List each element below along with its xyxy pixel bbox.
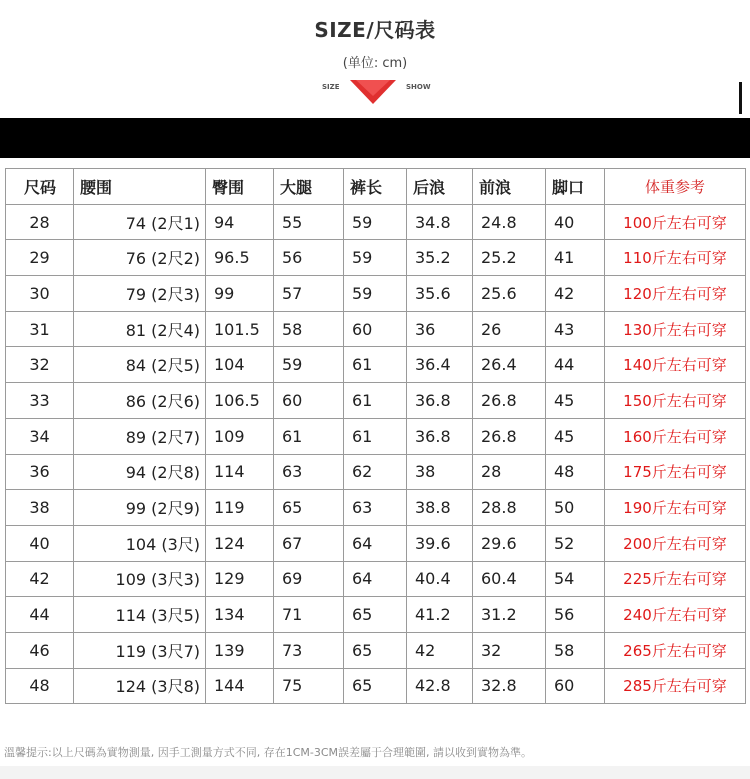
cell-leg-opening: 45 xyxy=(546,383,605,419)
cell-length: 59 xyxy=(344,204,407,240)
table-row xyxy=(6,311,746,347)
cell-length: 65 xyxy=(344,597,407,633)
cell-leg-opening: 42 xyxy=(546,276,605,312)
cell-length: 61 xyxy=(344,383,407,419)
header-back-rise: 后浪 xyxy=(407,169,473,205)
cell-back-rise: 38.8 xyxy=(407,490,473,526)
header-leg-opening: 脚口 xyxy=(546,169,605,205)
cell-back-rise: 42.8 xyxy=(407,668,473,704)
cell-size: 40 xyxy=(6,525,74,561)
header-weight: 体重参考 xyxy=(605,169,746,205)
cell-length: 60 xyxy=(344,311,407,347)
cell-thigh: 73 xyxy=(274,632,344,668)
cell-length: 62 xyxy=(344,454,407,490)
cell-hip: 104 xyxy=(206,347,274,383)
cell-length: 59 xyxy=(344,240,407,276)
cell-front-rise: 28.8 xyxy=(473,490,546,526)
cell-front-rise: 26.8 xyxy=(473,383,546,419)
footnote: 溫馨提示:以上尺碼為實物測量, 因手工測量方式不同, 存在1CM-3CM誤差屬于合理範圍, 請以收到實物為準。 xyxy=(4,746,532,759)
cell-size: 30 xyxy=(6,276,74,312)
cell-front-rise: 60.4 xyxy=(473,561,546,597)
cell-size: 33 xyxy=(6,383,74,419)
cell-waist: 89 (2尺7) xyxy=(74,418,206,454)
cell-length: 65 xyxy=(344,632,407,668)
table-row xyxy=(6,454,746,490)
cell-weight: 140斤左右可穿 xyxy=(605,347,746,383)
cell-thigh: 69 xyxy=(274,561,344,597)
cell-length: 64 xyxy=(344,561,407,597)
cell-size: 34 xyxy=(6,418,74,454)
cell-size: 28 xyxy=(6,204,74,240)
cell-thigh: 60 xyxy=(274,383,344,419)
cell-front-rise: 26 xyxy=(473,311,546,347)
cell-hip: 94 xyxy=(206,204,274,240)
cell-size: 46 xyxy=(6,632,74,668)
cell-hip: 96.5 xyxy=(206,240,274,276)
cell-weight: 240斤左右可穿 xyxy=(605,597,746,633)
cell-thigh: 63 xyxy=(274,454,344,490)
cell-back-rise: 36 xyxy=(407,311,473,347)
cell-leg-opening: 44 xyxy=(546,347,605,383)
cell-length: 63 xyxy=(344,490,407,526)
table-row xyxy=(6,632,746,668)
cell-back-rise: 35.2 xyxy=(407,240,473,276)
cell-length: 61 xyxy=(344,418,407,454)
cell-leg-opening: 40 xyxy=(546,204,605,240)
cell-hip: 109 xyxy=(206,418,274,454)
cell-front-rise: 26.8 xyxy=(473,418,546,454)
table-row xyxy=(6,668,746,704)
table-row xyxy=(6,597,746,633)
cell-size: 48 xyxy=(6,668,74,704)
cell-weight: 150斤左右可穿 xyxy=(605,383,746,419)
cell-waist: 94 (2尺8) xyxy=(74,454,206,490)
cell-weight: 175斤左右可穿 xyxy=(605,454,746,490)
down-arrow-icon xyxy=(350,80,396,106)
cell-back-rise: 42 xyxy=(407,632,473,668)
cell-weight: 100斤左右可穿 xyxy=(605,204,746,240)
cell-weight: 225斤左右可穿 xyxy=(605,561,746,597)
cell-thigh: 56 xyxy=(274,240,344,276)
cell-front-rise: 28 xyxy=(473,454,546,490)
black-banner xyxy=(0,118,750,158)
cell-leg-opening: 41 xyxy=(546,240,605,276)
cell-back-rise: 39.6 xyxy=(407,525,473,561)
cell-length: 64 xyxy=(344,525,407,561)
header-length: 裤长 xyxy=(344,169,407,205)
cell-hip: 99 xyxy=(206,276,274,312)
cell-weight: 265斤左右可穿 xyxy=(605,632,746,668)
table-row xyxy=(6,240,746,276)
table-row xyxy=(6,383,746,419)
show-small-label: SHOW xyxy=(406,83,431,91)
cell-hip: 129 xyxy=(206,561,274,597)
cell-leg-opening: 56 xyxy=(546,597,605,633)
cell-size: 44 xyxy=(6,597,74,633)
cell-leg-opening: 60 xyxy=(546,668,605,704)
cell-hip: 144 xyxy=(206,668,274,704)
cell-front-rise: 24.8 xyxy=(473,204,546,240)
cell-waist: 81 (2尺4) xyxy=(74,311,206,347)
size-small-label: SIZE xyxy=(322,83,340,91)
header-front-rise: 前浪 xyxy=(473,169,546,205)
cell-leg-opening: 43 xyxy=(546,311,605,347)
cell-thigh: 58 xyxy=(274,311,344,347)
cell-length: 65 xyxy=(344,668,407,704)
cell-size: 42 xyxy=(6,561,74,597)
cell-hip: 119 xyxy=(206,490,274,526)
table-row xyxy=(6,347,746,383)
cell-leg-opening: 54 xyxy=(546,561,605,597)
cell-front-rise: 29.6 xyxy=(473,525,546,561)
table-row xyxy=(6,525,746,561)
cell-front-rise: 25.2 xyxy=(473,240,546,276)
cell-back-rise: 38 xyxy=(407,454,473,490)
cell-back-rise: 41.2 xyxy=(407,597,473,633)
cell-weight: 190斤左右可穿 xyxy=(605,490,746,526)
cell-hip: 139 xyxy=(206,632,274,668)
cell-leg-opening: 48 xyxy=(546,454,605,490)
decorative-line xyxy=(739,82,742,114)
header-waist: 腰围 xyxy=(74,169,206,205)
cell-back-rise: 36.4 xyxy=(407,347,473,383)
cell-front-rise: 31.2 xyxy=(473,597,546,633)
cell-front-rise: 32 xyxy=(473,632,546,668)
cell-front-rise: 25.6 xyxy=(473,276,546,312)
header-size: 尺码 xyxy=(6,169,74,205)
cell-waist: 76 (2尺2) xyxy=(74,240,206,276)
cell-back-rise: 36.8 xyxy=(407,383,473,419)
page-title: SIZE/尺码表 xyxy=(314,18,436,42)
table-header-row xyxy=(6,169,746,205)
size-table xyxy=(5,168,746,704)
cell-back-rise: 35.6 xyxy=(407,276,473,312)
cell-weight: 120斤左右可穿 xyxy=(605,276,746,312)
table-row xyxy=(6,490,746,526)
cell-thigh: 55 xyxy=(274,204,344,240)
cell-waist: 109 (3尺3) xyxy=(74,561,206,597)
cell-size: 32 xyxy=(6,347,74,383)
cell-weight: 285斤左右可穿 xyxy=(605,668,746,704)
cell-waist: 74 (2尺1) xyxy=(74,204,206,240)
cell-front-rise: 32.8 xyxy=(473,668,546,704)
cell-waist: 104 (3尺) xyxy=(74,525,206,561)
table-row xyxy=(6,561,746,597)
cell-thigh: 71 xyxy=(274,597,344,633)
cell-leg-opening: 45 xyxy=(546,418,605,454)
cell-hip: 124 xyxy=(206,525,274,561)
cell-thigh: 75 xyxy=(274,668,344,704)
cell-size: 38 xyxy=(6,490,74,526)
cell-weight: 160斤左右可穿 xyxy=(605,418,746,454)
cell-hip: 101.5 xyxy=(206,311,274,347)
cell-weight: 130斤左右可穿 xyxy=(605,311,746,347)
cell-length: 59 xyxy=(344,276,407,312)
cell-front-rise: 26.4 xyxy=(473,347,546,383)
cell-waist: 124 (3尺8) xyxy=(74,668,206,704)
cell-leg-opening: 52 xyxy=(546,525,605,561)
cell-back-rise: 34.8 xyxy=(407,204,473,240)
table-row xyxy=(6,276,746,312)
unit-label: (单位: cm) xyxy=(342,56,408,71)
cell-waist: 119 (3尺7) xyxy=(74,632,206,668)
cell-size: 29 xyxy=(6,240,74,276)
cell-weight: 110斤左右可穿 xyxy=(605,240,746,276)
cell-waist: 99 (2尺9) xyxy=(74,490,206,526)
cell-thigh: 59 xyxy=(274,347,344,383)
cell-hip: 134 xyxy=(206,597,274,633)
cell-waist: 114 (3尺5) xyxy=(74,597,206,633)
cell-hip: 114 xyxy=(206,454,274,490)
header-thigh: 大腿 xyxy=(274,169,344,205)
cell-length: 61 xyxy=(344,347,407,383)
cell-thigh: 57 xyxy=(274,276,344,312)
table-row xyxy=(6,204,746,240)
cell-size: 31 xyxy=(6,311,74,347)
bottom-strip xyxy=(0,766,750,779)
header-hip: 臀围 xyxy=(206,169,274,205)
cell-weight: 200斤左右可穿 xyxy=(605,525,746,561)
cell-waist: 86 (2尺6) xyxy=(74,383,206,419)
cell-waist: 84 (2尺5) xyxy=(74,347,206,383)
cell-leg-opening: 58 xyxy=(546,632,605,668)
table-row xyxy=(6,418,746,454)
cell-thigh: 61 xyxy=(274,418,344,454)
cell-thigh: 67 xyxy=(274,525,344,561)
cell-thigh: 65 xyxy=(274,490,344,526)
cell-back-rise: 36.8 xyxy=(407,418,473,454)
cell-waist: 79 (2尺3) xyxy=(74,276,206,312)
cell-leg-opening: 50 xyxy=(546,490,605,526)
cell-back-rise: 40.4 xyxy=(407,561,473,597)
cell-size: 36 xyxy=(6,454,74,490)
cell-hip: 106.5 xyxy=(206,383,274,419)
